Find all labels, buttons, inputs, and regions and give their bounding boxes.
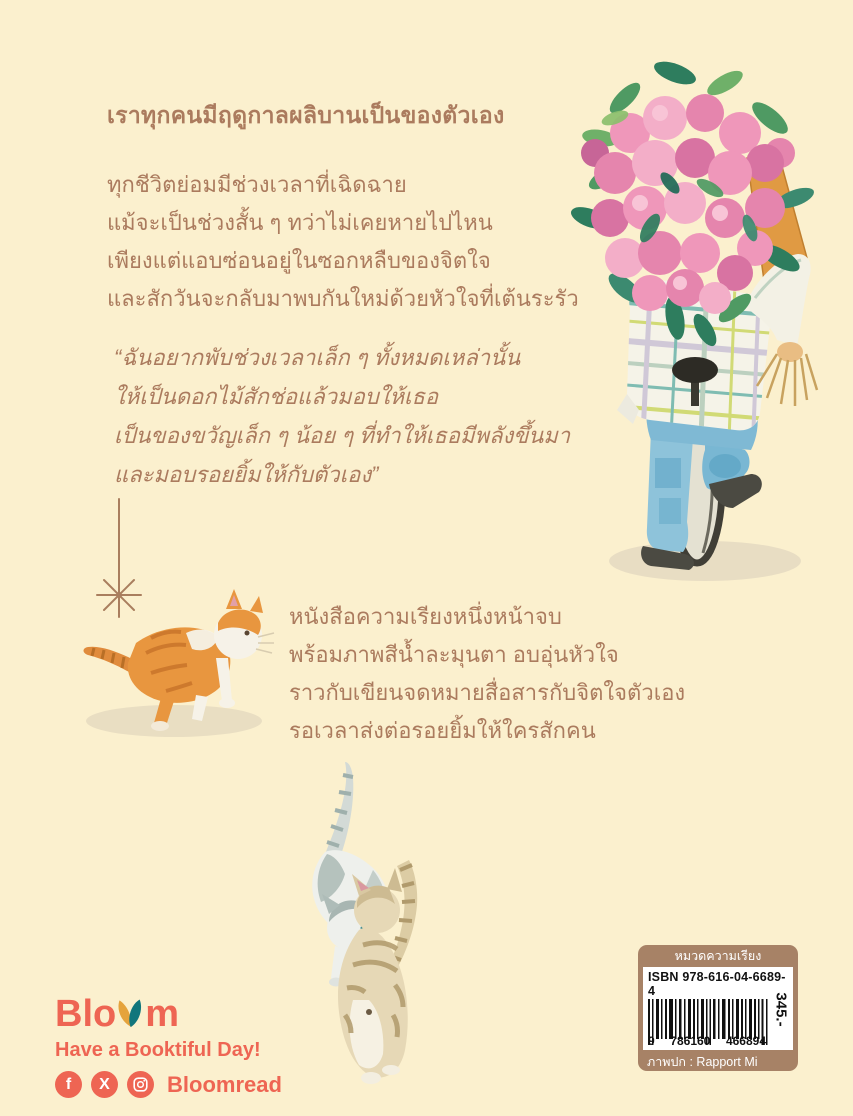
quote-line: ให้เป็นดอกไม้สักช่อแล้วมอบให้เธอ	[114, 384, 439, 409]
bloom-logo	[55, 993, 282, 1035]
quote-line: เป็นของขวัญเล็ก ๆ น้อย ๆ ที่ทำให้เธอมีพลังขึ้นมา	[114, 423, 571, 448]
quote-line: “ฉันอยากพับช่วงเวลาเล็ก ๆ ทั้งหมดเหล่านั้น	[114, 345, 521, 370]
description-line: พร้อมภาพสีน้ำละมุนตา อบอุ่นหัวใจ	[289, 642, 619, 667]
orange-cat-illustration	[66, 583, 276, 748]
instagram-icon	[127, 1071, 154, 1098]
isbn-label: ISBN 978-616-04-6689-4	[648, 970, 786, 998]
x-twitter-icon: X	[91, 1071, 118, 1098]
barcode-digits: 9 786160 466894	[648, 1034, 766, 1048]
description-paragraph	[289, 598, 685, 750]
logo-text-prefix: Blo	[55, 993, 117, 1035]
bouquet-cyclist-illustration	[555, 58, 853, 583]
intro-line: แม้จะเป็นช่วงสั้น ๆ ทว่าไม่เคยหายไปไหน	[107, 210, 493, 235]
logo-text-suffix: m	[145, 993, 180, 1035]
barcode-box	[638, 945, 798, 1071]
intro-line: เพียงแต่แอบซ่อนอยู่ในซอกหลืบของจิตใจ	[107, 248, 491, 273]
description-line: ราวกับเขียนจดหมายสื่อสารกับจิตใจตัวเอง	[289, 680, 686, 705]
description-line: รอเวลาส่งต่อรอยยิ้มให้ใครสักคน	[289, 718, 596, 743]
publisher-block	[55, 993, 282, 1098]
facebook-icon: f	[55, 1071, 82, 1098]
intro-line: ทุกชีวิตย่อมมีช่วงเวลาที่เฉิดฉาย	[107, 172, 407, 197]
cover-credit: ภาพปก : Rapport Mi	[647, 1055, 758, 1069]
publisher-tagline: Have a Booktiful Day!	[55, 1039, 261, 1061]
quote-line: และมอบรอยยิ้มให้กับตัวเอง”	[114, 462, 379, 487]
barcode-panel	[643, 967, 793, 1050]
bicycle-seat	[672, 357, 718, 383]
intro-paragraph	[107, 166, 579, 318]
pull-quote	[114, 338, 570, 494]
two-cats-illustration	[283, 760, 448, 1105]
price-label: 345.-	[772, 992, 790, 1027]
category-label: หมวดความเรียง	[674, 949, 762, 963]
intro-line: และสักวันจะกลับมาพบกันใหม่ด้วยหัวใจที่เต้นระรัว	[107, 286, 579, 311]
cover-heading: เราทุกคนมีฤดูกาลผลิบานเป็นของตัวเอง	[107, 102, 505, 128]
social-row	[55, 1071, 282, 1098]
description-line: หนังสือความเรียงหนึ่งหน้าจบ	[289, 604, 562, 629]
leaf-o-icon	[117, 998, 144, 1030]
social-handle: Bloomread	[167, 1071, 282, 1097]
grass-fringe	[757, 354, 817, 406]
